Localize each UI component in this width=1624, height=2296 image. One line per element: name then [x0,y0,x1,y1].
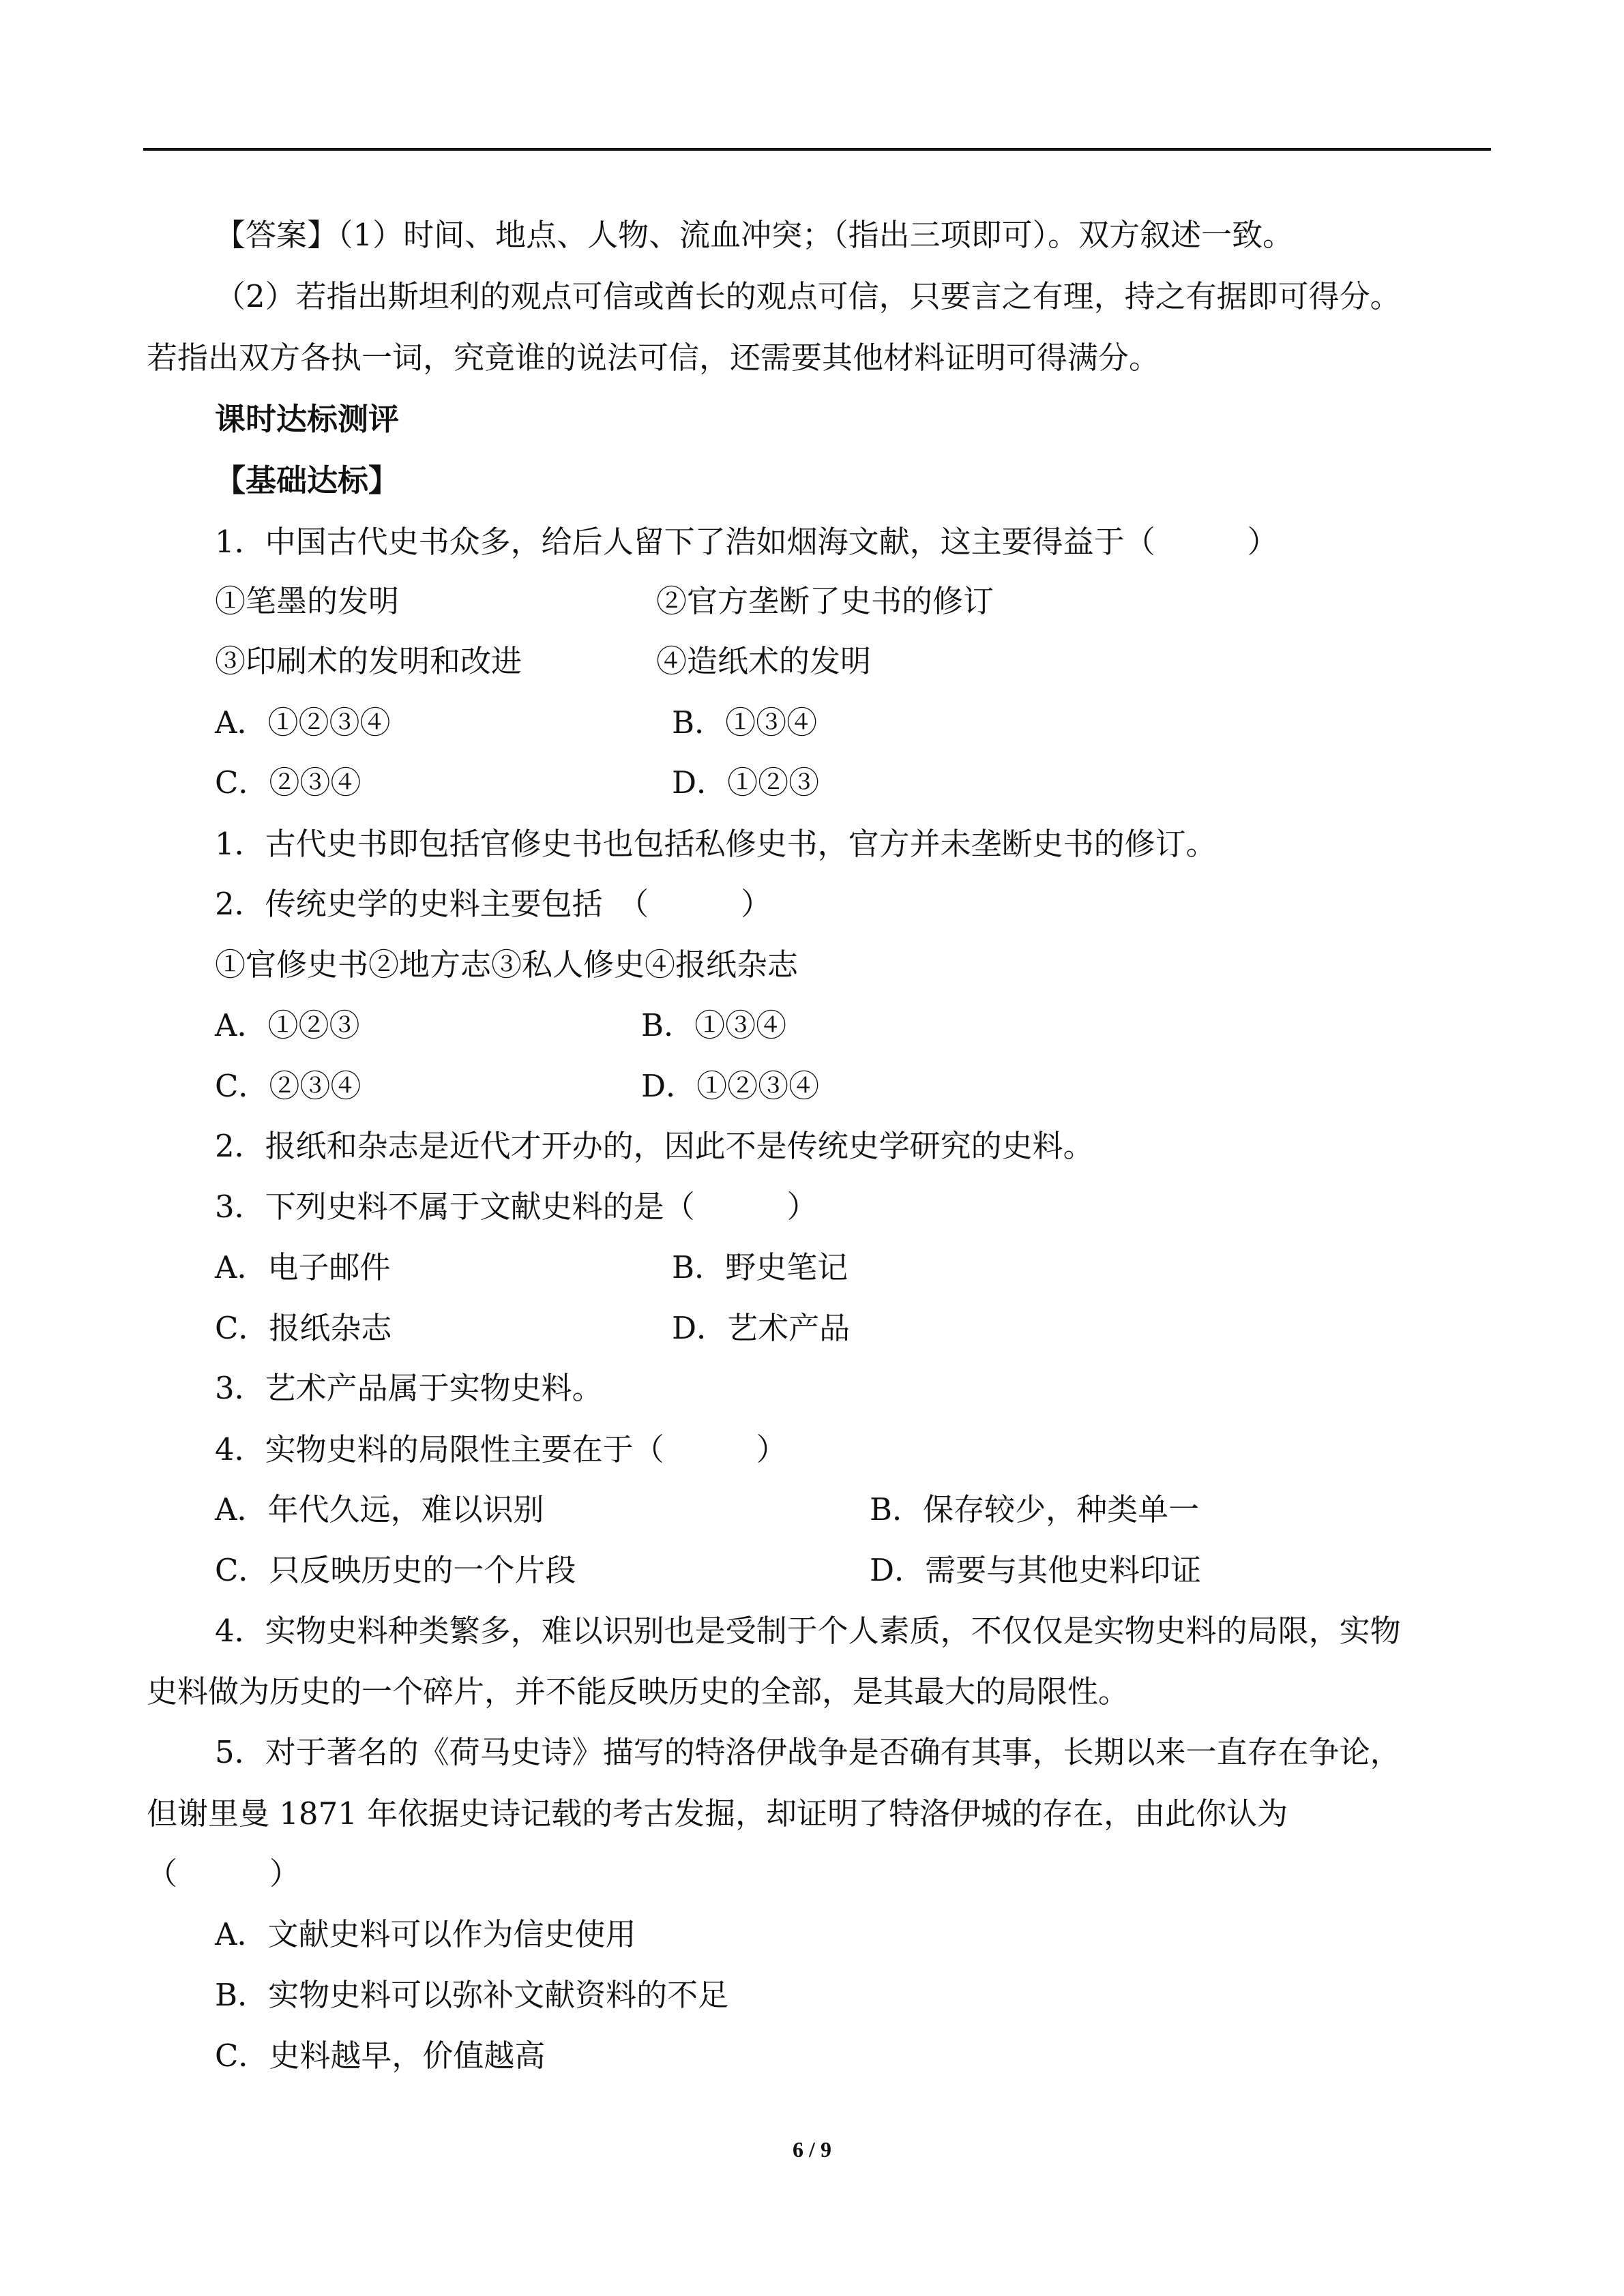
q2-option-b: B．①③④ [641,1007,787,1043]
q1-option-a: A．①②③④ [215,704,391,741]
q3-option-d: D．艺术产品 [672,1310,851,1346]
q5-stem-line-2: 但谢里曼 1871 年依据史诗记载的考古发掘，却证明了特洛伊城的存在，由此你认为 [147,1795,1288,1832]
q2-option-d: D．①②③④ [641,1068,820,1104]
answer-line-3: 若指出双方各执一词，究竟谁的说法可信，还需要其他材料证明可得满分。 [147,340,1160,376]
q4-option-d: D．需要与其他史料印证 [870,1552,1202,1588]
q2-items: ①官修史书②地方志③私人修史④报纸杂志 [215,946,799,983]
q3-explanation: 3．艺术产品属于实物史料。 [215,1370,603,1406]
q2-option-c: C．②③④ [215,1068,361,1104]
q5-option-b: B．实物史料可以弥补文献资料的不足 [215,1977,729,2013]
q5-stem-line-1: 5．对于著名的《荷马史诗》描写的特洛伊战争是否确有其事，长期以来一直存在争论， [215,1734,1401,1770]
q4-explanation-line-1: 4．实物史料种类繁多，难以识别也是受制于个人素质，不仅仅是实物史料的局限，实物 [215,1613,1401,1649]
q1-item-1: ①笔墨的发明 [215,583,400,619]
page-number: 6 / 9 [793,2137,831,2162]
q3-stem: 3．下列史料不属于文献史料的是（ ） [215,1189,818,1225]
section-title: 课时达标测评 [215,401,400,437]
q5-option-c: C．史料越早，价值越高 [215,2038,546,2074]
q1-item-2: ②官方垄断了史书的修订 [656,583,994,619]
q3-option-b: B．野史笔记 [672,1249,848,1285]
q1-stem: 1．中国古代史书众多，给后人留下了浩如烟海文献，这主要得益于（ ） [215,524,1278,560]
subsection-title: 【基础达标】 [215,462,400,498]
q2-option-a: A．①②③ [215,1007,360,1043]
q3-option-a: A．电子邮件 [215,1249,391,1285]
q4-option-b: B．保存较少，种类单一 [870,1491,1200,1527]
q1-option-b: B．①③④ [672,704,818,741]
q1-option-d: D．①②③ [672,764,820,801]
q5-stem-line-3: （ ） [147,1855,301,1892]
answer-line-2: （2）若指出斯坦利的观点可信或酋长的观点可信，只要言之有理，持之有据即可得分。 [215,278,1401,314]
q1-item-4: ④造纸术的发明 [656,643,872,679]
q2-stem: 2．传统史学的史料主要包括 （ ） [215,886,772,922]
q5-option-a: A．文献史料可以作为信史使用 [215,1916,636,1952]
q4-option-c: C．只反映历史的一个片段 [215,1552,576,1588]
q4-explanation-line-2: 史料做为历史的一个碎片，并不能反映历史的全部，是其最大的局限性。 [147,1673,1130,1710]
q3-option-c: C．报纸杂志 [215,1310,392,1346]
q4-stem: 4．实物史料的局限性主要在于（ ） [215,1431,787,1467]
q1-explanation: 1．古代史书即包括官修史书也包括私修史书，官方并未垄断史书的修订。 [215,826,1217,862]
q4-option-a: A．年代久远，难以识别 [215,1491,544,1527]
answer-line-1: 【答案】（1）时间、地点、人物、流血冲突；（指出三项即可）。双方叙述一致。 [215,217,1294,253]
header-rule [143,148,1491,151]
q2-explanation: 2．报纸和杂志是近代才开办的，因此不是传统史学研究的史料。 [215,1128,1094,1164]
q1-option-c: C．②③④ [215,764,361,801]
q1-item-3: ③印刷术的发明和改进 [215,643,522,679]
